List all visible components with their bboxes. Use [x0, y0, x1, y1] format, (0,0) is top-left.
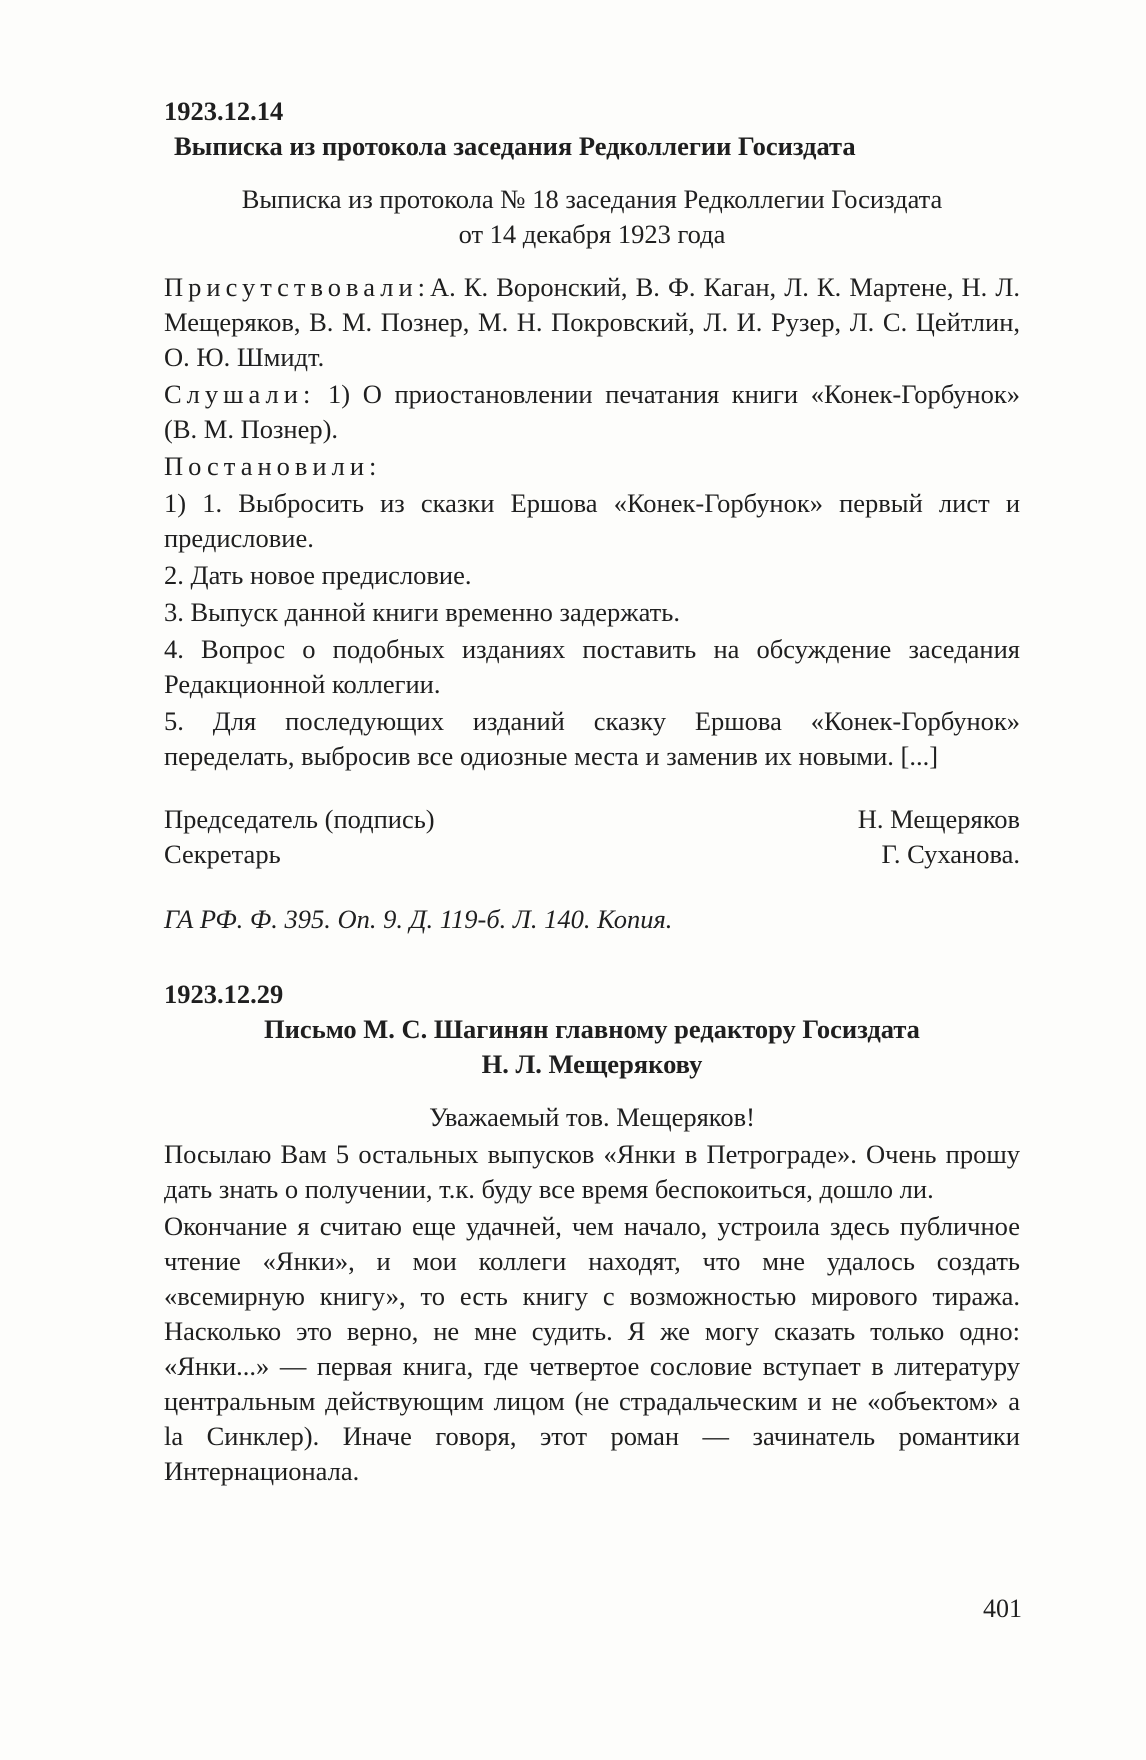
decision-item-5: 5. Для последующих изданий сказку Ершова «Конек-Горбунок» переделать, выбросив все одиозные места и заменив их новыми. [...]	[164, 706, 1020, 771]
doc2-paragraph-2: Окончание я считаю еще удачней, чем начало, устроила здесь публичное чтение «Янки», и мои коллеги находят, что мне удалось создать «всемирную книгу», то есть книгу с возможностью мирового тиража. Насколько это верно, не мне судить. Я же могу сказать только одно: «Янки...» — первая книга, где четвертое сословие вступает в литературу центральным действующим лицом (не страдальческим и не «объектом» a la Синклер). Иначе говоря, этот роман — зачинатель романтики Интернационала.	[164, 1211, 1020, 1486]
chair-label: Председатель (подпись)	[164, 804, 435, 834]
doc1-date: 1923.12.14	[164, 96, 284, 126]
secretary-name: Г. Суханова.	[881, 839, 1020, 869]
secretary-label: Секретарь	[164, 839, 281, 869]
chair-name: Н. Мещеряков	[857, 804, 1020, 834]
heard-label: Слушали:	[164, 379, 316, 409]
doc2-paragraph-1: Посылаю Вам 5 остальных выпусков «Янки в Петрограде». Очень прошу дать знать о получении, т.к. буду все время беспокоиться, дошло ли.	[164, 1139, 1020, 1204]
decided-label: Постановили:	[164, 451, 382, 481]
doc1-subtitle-line2: от 14 декабря 1923 года	[458, 219, 726, 249]
decision-item-1: 1) 1. Выбросить из сказки Ершова «Конек-Горбунок» первый лист и предисловие.	[164, 488, 1020, 553]
doc1-subtitle-line1: Выписка из протокола № 18 заседания Редколлегии Госиздата	[241, 184, 943, 214]
doc2-title-line1: Письмо М. С. Шагинян главному редактору Госиздата	[264, 1014, 920, 1044]
doc2-date: 1923.12.29	[164, 979, 284, 1009]
secretary-signature-row	[164, 837, 1020, 872]
doc1-title: Выписка из протокола заседания Редколлегии Госиздата	[174, 131, 856, 161]
page-number: 401	[983, 1594, 1022, 1623]
heard-text: 1) О приостановлении печатания книги «Конек-Горбунок» (В. М. Познер).	[164, 379, 1020, 444]
doc1-source: ГА РФ. Ф. 395. Оп. 9. Д. 119-б. Л. 140. Копия.	[164, 904, 673, 934]
decision-item-3: 3. Выпуск данной книги временно задержать.	[164, 597, 680, 627]
decision-item-4: 4. Вопрос о подобных изданиях поставить на обсуждение заседания Редакционной коллегии.	[164, 634, 1020, 699]
present-label: Присутствовали:	[164, 272, 430, 302]
doc2-title-line2: Н. Л. Мещерякову	[481, 1049, 703, 1079]
doc1-heard	[164, 377, 1020, 447]
chair-signature-row	[164, 802, 1020, 837]
doc2-salutation: Уважаемый тов. Мещеряков!	[429, 1102, 755, 1132]
document-page	[164, 94, 1020, 1489]
decision-item-2: 2. Дать новое предисловие.	[164, 560, 472, 590]
doc1-present	[164, 270, 1020, 375]
present-text: А. К. Воронский, В. Ф. Каган, Л. К. Мартене, Н. Л. Мещеряков, В. М. Познер, М. Н. Покровский, Л. И. Рузер, Л. С. Цейтлин, О. Ю. Шмидт.	[164, 272, 1020, 372]
